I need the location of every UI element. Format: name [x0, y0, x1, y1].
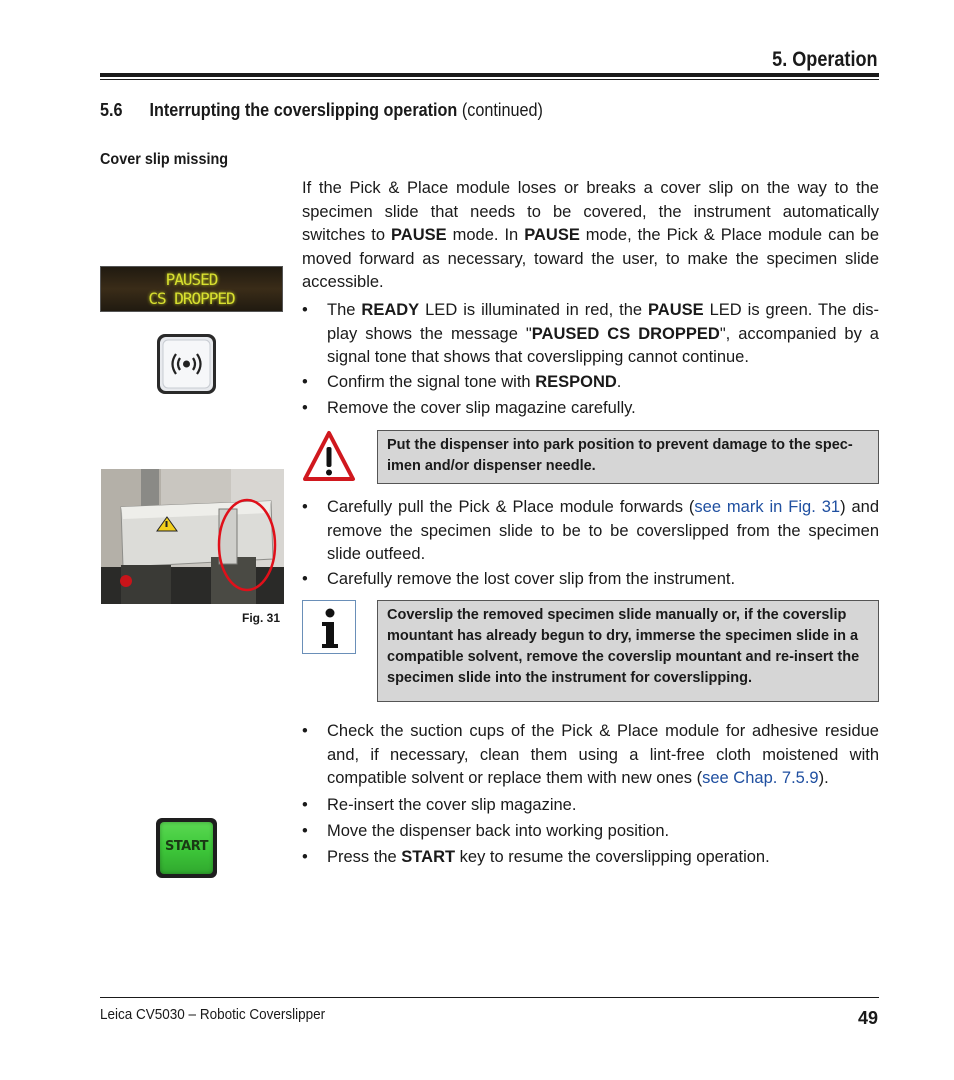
- section-suffix: (continued): [457, 100, 543, 120]
- header-rule-thin: [100, 79, 879, 80]
- list-item: • Check the suction cups of the Pick & Place module for adhesive residue and, if necessary, clean them using a lint-free cloth moistened with compatible solvent or replace them with new ones (see Chap. 7.5.9).: [302, 722, 879, 787]
- list-item: • Carefully pull the Pick & Place module forwards (see mark in Fig. 31) and remove the specimen slide to be to be coverslipped from the specimen slide outfeed.: [302, 498, 880, 563]
- page-number: 49: [857, 1008, 878, 1028]
- footer-rule: [100, 997, 879, 998]
- warning-note: Put the dispenser into park position to prevent damage to the spec-imen and/or dispenser needle.: [377, 430, 879, 484]
- start-key-image: [156, 818, 217, 878]
- list-item: • Move the dispenser back into working position.: [302, 822, 670, 840]
- chapter-heading: 5. Operation: [772, 48, 878, 71]
- list-item: • Re-insert the cover slip magazine.: [302, 796, 577, 814]
- list-item: • Press the START key to resume the coverslipping operation.: [302, 848, 770, 866]
- figure-label: Fig. 31: [242, 611, 281, 625]
- chapter-link[interactable]: see Chap. 7.5.9: [702, 769, 819, 787]
- figure-link[interactable]: see mark in Fig. 31: [694, 498, 841, 516]
- list-item: • The READY LED is illuminated in red, the PAUSE LED is green. The dis-play shows the message "PAUSED CS DROPPED", accompanied by a signal tone that shows that coverslipping cannot continue.: [302, 301, 879, 366]
- start-key-label: START: [164, 839, 209, 854]
- footer-title: Leica CV5030 – Robotic Coverslipper: [100, 1006, 326, 1023]
- list-item: • Remove the cover slip magazine carefully.: [302, 399, 636, 417]
- info-icon: [302, 600, 356, 654]
- section-title: Interrupting the coverslipping operation: [149, 100, 458, 120]
- display-panel-image: [100, 266, 283, 312]
- info-note: Coverslip the removed specimen slide manually or, if the coverslip mountant has already begun to dry, immerse the specimen slide in a compatible solvent, remove the coverslip mountant and re-insert the specimen slide into the instrument for coverslipping.: [377, 600, 879, 702]
- section-heading: [100, 100, 543, 121]
- display-line-1: PAUSED: [165, 270, 218, 289]
- list-item: • Carefully remove the lost cover slip from the instrument.: [302, 570, 736, 588]
- warning-triangle-icon: [302, 430, 356, 482]
- display-line-2: CS DROPPED: [148, 289, 235, 308]
- signal-tone-icon: [156, 333, 217, 395]
- list-item: • Confirm the signal tone with RESPOND.: [302, 373, 622, 391]
- instrument-photo: [101, 469, 284, 604]
- section-number: 5.6: [100, 100, 123, 120]
- subheading: Cover slip missing: [100, 151, 229, 168]
- intro-paragraph: If the Pick & Place module loses or breaks a cover slip on the way to the specimen slide that needs to be covered, the instrument automatically switches to PAUSE mode. In PAUSE mode, the Pick & Place module can be moved forward as necessary, toward the user, to make the specimen slide accessible.: [302, 179, 880, 291]
- header-rule: [100, 73, 879, 77]
